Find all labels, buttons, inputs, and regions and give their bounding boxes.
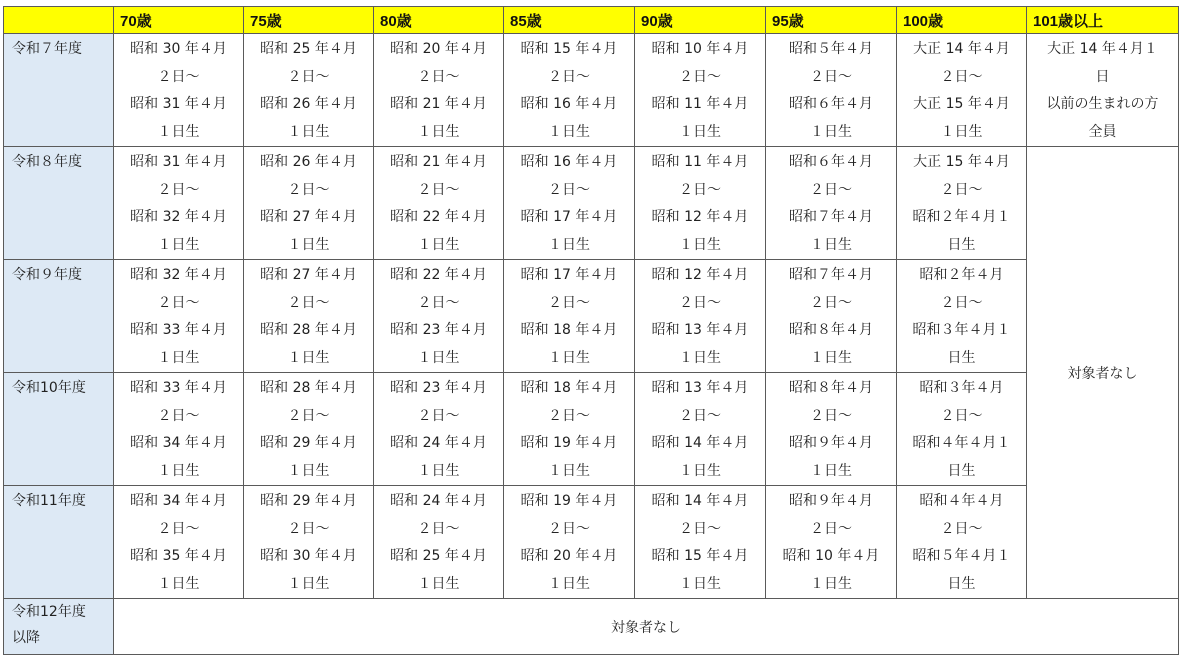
birthdate-line: １日生 (810, 575, 852, 592)
table-row (4, 34, 1179, 147)
birthdate-line: 昭和７年４月 (789, 267, 873, 283)
table-body (4, 34, 1179, 655)
birthdate-line: ２日～ (548, 294, 590, 311)
birthdate-line: ２日～ (810, 181, 852, 198)
birthdate-line: ２日～ (810, 407, 852, 424)
birthdate-line: ２日～ (417, 181, 460, 198)
birthdate-range-cell (504, 373, 635, 486)
birthdate-line: 昭和 23 年４月 (390, 322, 487, 338)
birthdate-line: ２日～ (679, 68, 721, 85)
birthdate-line: ２日～ (417, 68, 460, 85)
birthdate-line: 昭和 13 年４月 (651, 322, 749, 338)
birthdate-line: ２日～ (287, 407, 330, 424)
birthdate-line: ２日～ (287, 68, 330, 85)
birthdate-line: ２日～ (287, 181, 330, 198)
birthdate-range-cell (766, 373, 897, 486)
birthdate-line: 昭和 11 年４月 (651, 96, 749, 112)
birthdate-range-cell (114, 34, 244, 147)
birthdate-line: 昭和 12 年４月 (651, 209, 749, 225)
fiscal-year-label: 令和９年度 (4, 260, 114, 373)
birthdate-line: ２日～ (157, 68, 200, 85)
birthdate-line: ２日～ (417, 407, 460, 424)
birthdate-range-cell (766, 486, 897, 599)
birthdate-line: 昭和８年４月 (789, 380, 873, 396)
birthdate-line: 昭和 14 年４月 (651, 493, 749, 509)
birthdate-range-cell (635, 34, 766, 147)
birthdate-range-cell (766, 147, 897, 260)
birthdate-line: １日生 (157, 462, 200, 479)
fiscal-year-line: 令和12年度 (12, 604, 86, 620)
birthdate-line: 昭和 31 年４月 (130, 154, 227, 170)
birthdate-range-cell (504, 260, 635, 373)
birthdate-range-cell (897, 34, 1027, 147)
birthdate-line: 昭和 13 年４月 (651, 380, 749, 396)
birthdate-line: ２日～ (548, 407, 590, 424)
birthdate-line: 昭和 11 年４月 (651, 154, 749, 170)
fiscal-year-label: 令和８年度 (4, 147, 114, 260)
birthdate-line: ２日～ (548, 520, 590, 537)
header-corner (4, 7, 114, 34)
table-row (4, 373, 1179, 486)
birthdate-range-cell (504, 147, 635, 260)
birthdate-line: 昭和 20 年４月 (390, 41, 487, 57)
fiscal-year-label: 令和11年度 (4, 486, 114, 599)
no-eligible-cell: 対象者なし (114, 599, 1179, 655)
birthdate-line: ２日～ (157, 407, 200, 424)
birthdate-line: 昭和 29 年４月 (260, 435, 357, 451)
birthdate-line: 昭和 33 年４月 (130, 380, 227, 396)
birthdate-line: 昭和 24 年４月 (390, 493, 487, 509)
birthdate-line: 昭和３年４月 (919, 380, 1004, 396)
birthdate-range-cell (504, 34, 635, 147)
birthdate-line: １日生 (810, 462, 852, 479)
birthdate-line: 昭和 17 年４月 (520, 209, 618, 225)
header-age-80: 80歳 (374, 7, 504, 34)
birthdate-range-cell (635, 486, 766, 599)
birthdate-line: 昭和９年４月 (789, 435, 873, 451)
birthdate-range-cell (635, 260, 766, 373)
birthdate-line: 昭和 15 年４月 (651, 548, 749, 564)
birthdate-range-cell (374, 486, 504, 599)
birthdate-line: 昭和 25 年４月 (260, 41, 357, 57)
birthdate-range-cell (766, 34, 897, 147)
birthdate-line: ２日～ (810, 294, 852, 311)
table-row-final (4, 599, 1179, 655)
birthdate-line: １日生 (548, 349, 590, 366)
birthdate-line: ２日～ (940, 407, 983, 424)
birthdate-line: 全員 (1088, 123, 1117, 140)
birthdate-line: １日生 (679, 123, 721, 140)
birthdate-line: 昭和４年４月１ (912, 435, 1011, 451)
birthdate-line: ２日～ (940, 520, 983, 537)
birthdate-line: 昭和 34 年４月 (130, 435, 227, 451)
birthdate-line: ２日～ (548, 68, 590, 85)
birthdate-line: ２日～ (679, 294, 721, 311)
birthdate-line: 昭和 26 年４月 (260, 96, 357, 112)
birthdate-line: 昭和 32 年４月 (130, 209, 227, 225)
birthdate-line: 昭和 10 年４月 (782, 548, 880, 564)
birthdate-line: 昭和 19 年４月 (520, 435, 618, 451)
birthdate-line: 昭和２年４月 (919, 267, 1004, 283)
birthdate-range-cell (114, 147, 244, 260)
birthdate-line: ２日～ (287, 520, 330, 537)
table-row (4, 486, 1179, 599)
birthdate-range-cell (635, 373, 766, 486)
birthdate-range-cell (504, 486, 635, 599)
birthdate-line: 昭和 35 年４月 (130, 548, 227, 564)
birthdate-line: １日生 (417, 123, 460, 140)
birthdate-line: 昭和 16 年４月 (520, 154, 618, 170)
birthdate-line: １日生 (548, 575, 590, 592)
header-age-70: 70歳 (114, 7, 244, 34)
birthdate-line: 昭和 27 年４月 (260, 267, 357, 283)
birthdate-range-cell (374, 147, 504, 260)
birthdate-line: ２日～ (157, 294, 200, 311)
birthdate-line: ２日～ (417, 294, 460, 311)
birthdate-line: 昭和 33 年４月 (130, 322, 227, 338)
birthdate-line: １日生 (157, 123, 200, 140)
birthdate-line: １日生 (417, 462, 460, 479)
birthdate-line: 昭和 30 年４月 (260, 548, 357, 564)
birthdate-line: 昭和 32 年４月 (130, 267, 227, 283)
birthdate-line: 昭和 34 年４月 (130, 493, 227, 509)
birthdate-range-cell (897, 147, 1027, 260)
birthdate-line: 昭和 12 年４月 (651, 267, 749, 283)
birthdate-line: １日生 (548, 462, 590, 479)
fiscal-year-label (4, 599, 114, 655)
birthdate-line: ２日～ (679, 407, 721, 424)
birthdate-line: 昭和 26 年４月 (260, 154, 357, 170)
birthdate-line: １日生 (417, 575, 460, 592)
birthdate-line: １日生 (157, 349, 200, 366)
birthdate-line: ２日～ (417, 520, 460, 537)
birthdate-line: 昭和 24 年４月 (390, 435, 487, 451)
birthdate-line: 昭和９年４月 (789, 493, 873, 509)
birthdate-range-cell (244, 34, 374, 147)
birthdate-line: 日生 (947, 462, 976, 479)
birthdate-line: 昭和 21 年４月 (390, 154, 487, 170)
birthdate-range-cell (114, 486, 244, 599)
birthdate-range-cell (766, 260, 897, 373)
birthdate-line: ２日～ (810, 68, 852, 85)
birthdate-line: 昭和 22 年４月 (390, 209, 487, 225)
birthdate-range-cell (374, 34, 504, 147)
birthdate-line: 昭和 16 年４月 (520, 96, 618, 112)
birthdate-range-cell (897, 373, 1027, 486)
birthdate-line: 昭和 19 年４月 (520, 493, 618, 509)
birthdate-range-cell (1027, 34, 1179, 147)
birthdate-line: 大正 15 年４月 (913, 154, 1010, 170)
birthdate-line: 昭和 18 年４月 (520, 380, 618, 396)
birthdate-line: 昭和 27 年４月 (260, 209, 357, 225)
birthdate-line: ２日～ (810, 520, 852, 537)
birthdate-line: 昭和２年４月１ (912, 209, 1011, 225)
birthdate-line: ２日～ (940, 294, 983, 311)
birthdate-range-cell (244, 486, 374, 599)
table-row (4, 147, 1179, 260)
fiscal-year-line: 以降 (12, 630, 40, 646)
birthdate-line: １日生 (679, 236, 721, 253)
birthdate-line: １日生 (417, 236, 460, 253)
birthdate-line: １日生 (287, 236, 330, 253)
birthdate-line: 昭和 23 年４月 (390, 380, 487, 396)
birthdate-line: 昭和 28 年４月 (260, 322, 357, 338)
header-age-101-plus: 101歳以上 (1027, 7, 1179, 34)
birthdate-line: 昭和３年４月１ (912, 322, 1011, 338)
birthdate-line: １日生 (810, 236, 852, 253)
birthdate-line: １日生 (548, 123, 590, 140)
birthdate-line: 昭和 14 年４月 (651, 435, 749, 451)
birthdate-line: 昭和 10 年４月 (651, 41, 749, 57)
birthdate-line: 昭和 20 年４月 (520, 548, 618, 564)
birthdate-line: 昭和 31 年４月 (130, 96, 227, 112)
birthdate-line: 日生 (947, 236, 976, 253)
birthdate-line: 昭和 28 年４月 (260, 380, 357, 396)
birthdate-range-cell (244, 373, 374, 486)
birthdate-line: １日生 (810, 349, 852, 366)
header-row (4, 7, 1179, 34)
birthdate-line: １日生 (157, 575, 200, 592)
birthdate-line: 昭和 29 年４月 (260, 493, 357, 509)
birthdate-line: １日生 (548, 236, 590, 253)
birthdate-line: １日生 (679, 349, 721, 366)
birthdate-range-cell (635, 147, 766, 260)
birthdate-line: 昭和 17 年４月 (520, 267, 618, 283)
fiscal-year-label: 令和７年度 (4, 34, 114, 147)
birthdate-line: 以前の生まれの方 (1046, 96, 1159, 112)
header-age-100: 100歳 (897, 7, 1027, 34)
birthdate-line: ２日～ (287, 294, 330, 311)
birthdate-line: ２日～ (548, 181, 590, 198)
birthdate-line: 大正 14 年４月 (913, 41, 1010, 57)
birthdate-line: 昭和６年４月 (789, 96, 873, 112)
birthdate-line: 昭和４年４月 (919, 493, 1004, 509)
birthdate-range-cell (897, 486, 1027, 599)
birthdate-line: １日生 (287, 575, 330, 592)
birthdate-line: 昭和８年４月 (789, 322, 873, 338)
birthdate-line: １日生 (287, 349, 330, 366)
birthdate-line: ２日～ (157, 520, 200, 537)
fiscal-year-label: 令和10年度 (4, 373, 114, 486)
birthdate-line: １日生 (157, 236, 200, 253)
birthdate-line: 昭和 25 年４月 (390, 548, 487, 564)
header-age-90: 90歳 (635, 7, 766, 34)
birthdate-line: ２日～ (940, 68, 983, 85)
birthdate-line: 日生 (947, 575, 976, 592)
birthdate-line: 大正 15 年４月 (913, 96, 1010, 112)
birthdate-line: ２日～ (157, 181, 200, 198)
birthdate-line: １日生 (417, 349, 460, 366)
birthdate-line: 昭和５年４月 (789, 41, 873, 57)
birthdate-line: ２日～ (940, 181, 983, 198)
header-age-85: 85歳 (504, 7, 635, 34)
birthdate-line: 昭和５年４月１ (912, 548, 1011, 564)
birthdate-line: ２日～ (679, 520, 721, 537)
header-age-95: 95歳 (766, 7, 897, 34)
age-eligibility-table (3, 6, 1179, 655)
birthdate-range-cell (374, 373, 504, 486)
birthdate-range-cell (897, 260, 1027, 373)
table-row (4, 260, 1179, 373)
birthdate-line: 昭和 22 年４月 (390, 267, 487, 283)
birthdate-line: 昭和６年４月 (789, 154, 873, 170)
birthdate-line: １日生 (679, 462, 721, 479)
birthdate-line: 昭和７年４月 (789, 209, 873, 225)
no-eligible-101-cell: 対象者なし (1027, 147, 1179, 599)
birthdate-range-cell (114, 373, 244, 486)
birthdate-line: １日生 (940, 123, 983, 140)
birthdate-line: 日生 (947, 349, 976, 366)
birthdate-line: １日生 (287, 123, 330, 140)
birthdate-line: 昭和 21 年４月 (390, 96, 487, 112)
birthdate-line: ２日～ (679, 181, 721, 198)
header-age-75: 75歳 (244, 7, 374, 34)
birthdate-line: １日生 (287, 462, 330, 479)
birthdate-range-cell (114, 260, 244, 373)
birthdate-range-cell (244, 147, 374, 260)
birthdate-line: 大正 14 年４月１ (1047, 41, 1158, 57)
birthdate-line: １日生 (679, 575, 721, 592)
birthdate-line: 昭和 18 年４月 (520, 322, 618, 338)
birthdate-line: 日 (1095, 68, 1110, 85)
birthdate-range-cell (244, 260, 374, 373)
birthdate-line: １日生 (810, 123, 852, 140)
birthdate-range-cell (374, 260, 504, 373)
birthdate-line: 昭和 30 年４月 (130, 41, 227, 57)
birthdate-line: 昭和 15 年４月 (520, 41, 618, 57)
